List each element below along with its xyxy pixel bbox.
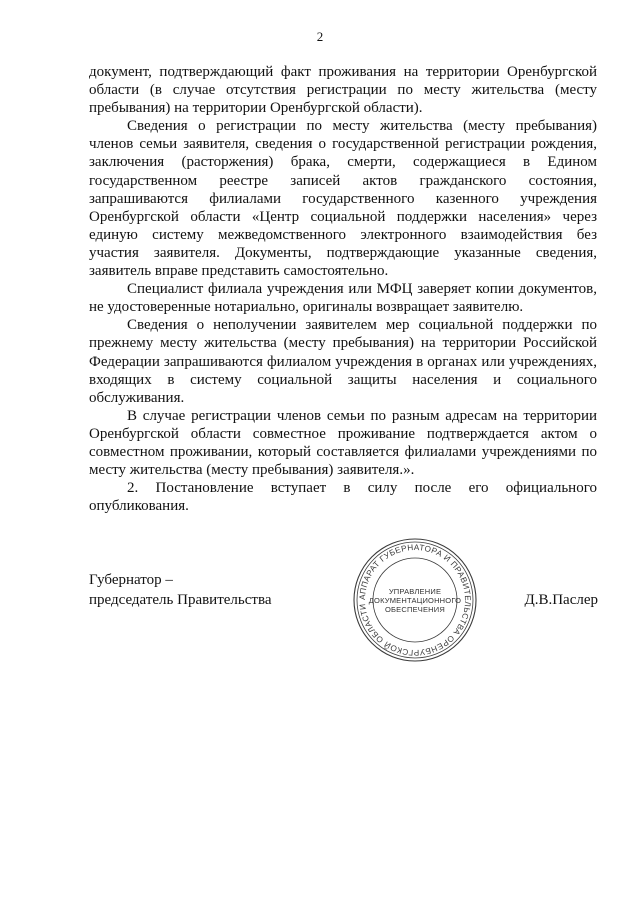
stamp-ring-text: АППАРАТ ГУБЕРНАТОРА И ПРАВИТЕЛЬСТВА ОРЕНБУРГСКОЙ ОБЛАСТИ [357,542,473,658]
stamp-center-line-1: УПРАВЛЕНИЕ [388,586,442,596]
official-stamp [352,537,478,663]
signatory-name: Д.В.Паслер [524,592,598,608]
paragraph-4: Сведения о неполучении заявителем мер социальной поддержки по прежнему месту жительства (месту пребывания) на территории Российской Федерации запрашиваются филиалом учреждения в органах или учреждениях, входящих в систему социальной защиты населения и социального обслуживания. [89,317,597,406]
paragraph-3: Специалист филиала учреждения или МФЦ заверяет копии документов, не удостоверенные нотариально, оригиналы возвращает заявителю. [89,281,597,316]
paragraph-6: 2. Постановление вступает в силу после его официального опубликования. [89,480,597,515]
document-body [89,63,597,515]
stamp-center-text [352,537,478,663]
paragraph-5: В случае регистрации членов семьи по разным адресам на территории Оренбургской области совместное проживание подтверждается актом о совместном проживании, который составляется филиалами учреждениями по месту жительства (месту пребывания) заявителя.». [89,407,597,479]
signatory-title-line-2: председатель Правительства [89,592,272,608]
paragraph-1: документ, подтверждающий факт проживания на территории Оренбургской области (в случае отсутствия регистрации по месту жительства (месту пребывания) на территории Оренбургской области). [89,64,597,117]
signatory-title [89,570,272,610]
stamp-center-line-2: ДОКУМЕНТАЦИОННОГО [368,595,462,605]
signatory-title-line-1: Губернатор – [89,572,173,588]
paragraph-2: Сведения о регистрации по месту жительства (месту пребывания) членов семьи заявителя, сведения о государственной регистрации рождения, заключения (расторжения) брака, смерти, содержащиеся в Едином государственном реестре записей актов гражданского состояния, запрашиваются филиалами государственного казенного учреждения Оренбургской области «Центр социальной поддержки населения» через единую систему межведомственного электронного взаимодействия без участия заявителя. Документы, подтверждающие указанные сведения, заявитель вправе представить самостоятельно. [89,118,597,280]
stamp-center-line-3: ОБЕСПЕЧЕНИЯ [385,604,445,614]
page-number: 2 [316,29,324,44]
